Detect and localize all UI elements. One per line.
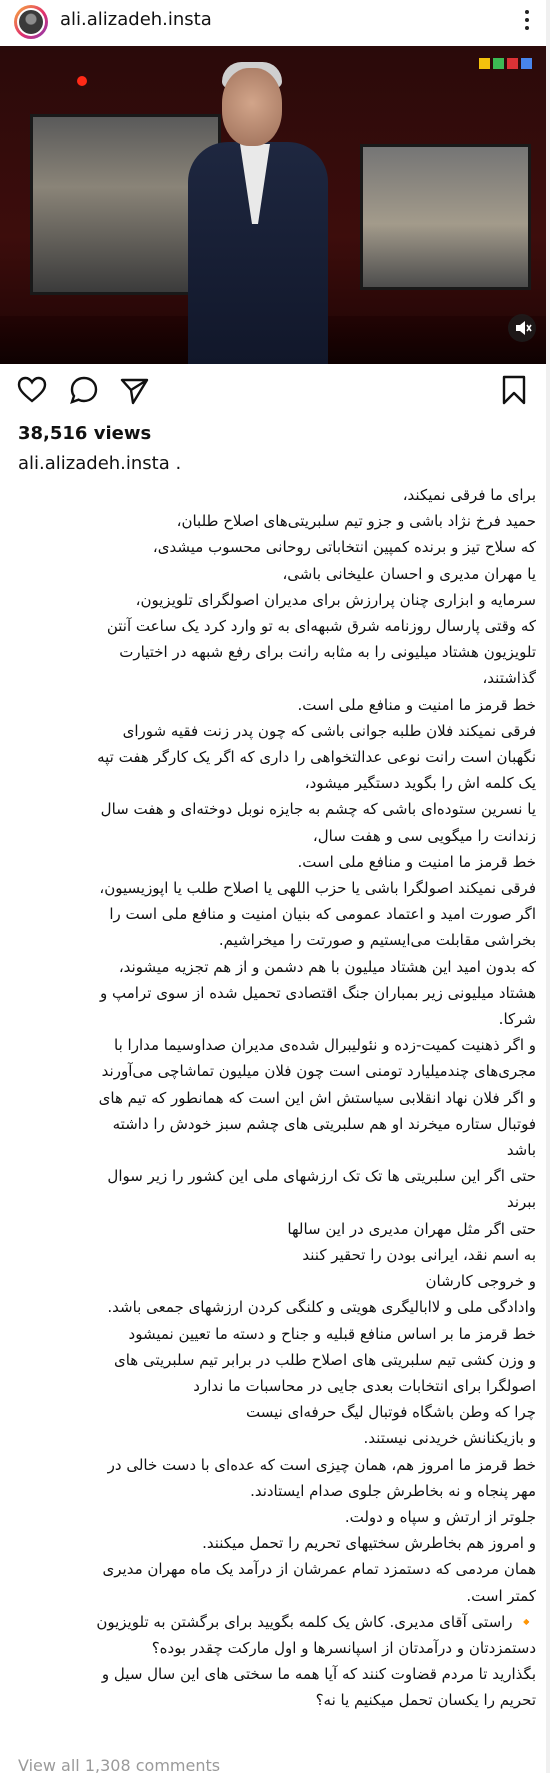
caption-line: که بدون امید این هشتاد میلیون با هم دشمن و از هم تجزیه میشوند، <box>118 957 536 976</box>
caption-line: و بازیکنانش خریدنی نیستند. <box>363 1429 536 1448</box>
caption-line: تلویزیون هشتاد میلیونی را به مثابه رانت برای رفع شبهه در اختیارت <box>119 643 536 662</box>
caption-line: همان مردمی که دستمزد تمام عمرشان از درآمد یک ماه مهران مدیری <box>102 1560 536 1579</box>
caption-line: مهر پنجاه و نه بخاطرش جلوی صدام ایستادند. <box>250 1481 536 1500</box>
caption-line: فرقی نمیکند اصولگرا باشی یا حزب اللهی یا اصلاح طلب یا اپوزیسیون، <box>99 879 536 898</box>
paper-plane-icon[interactable] <box>118 374 150 406</box>
caption-line: سرمایه و ابزاری چنان پرارزش برای مدیران اصولگرای تلویزیون، <box>135 590 536 609</box>
caption-line: و اگر ذهنیت کمیت-زده و نئولیبرال شده‌ی مدیران صداوسیما مدارا با <box>114 1036 536 1055</box>
caption-line: حتی اگر مثل مهران مدیری در این سالها <box>287 1219 536 1238</box>
caption-line: چرا که وطن باشگاه فوتبال لیگ حرفه‌ای نیست <box>246 1403 536 1422</box>
view-count[interactable]: 38,516 views <box>18 423 152 444</box>
caption-line: مجری‌های چندمیلیارد تومنی است چون فلان میلیون تماشاچی می‌آورند <box>101 1062 536 1081</box>
avatar[interactable] <box>14 5 48 39</box>
caption-line: و اگر فلان نهاد انقلابی سیاستش اش این است که همانطور که تیم های <box>98 1088 536 1107</box>
caption-line: یک کلمه اش را بگوید دستگیر میشود، <box>304 774 536 793</box>
caption-line: گذاشتند، <box>482 669 536 688</box>
caption-line: یا نسرین ستوده‌ای باشی که چشم به جایزه نوبل دوخته‌ای و هفت سال <box>100 800 536 819</box>
caption-line: جلوتر از ارتش و سپاه و دولت. <box>344 1507 536 1526</box>
caption-line: تحریم را یکسان تحمل میکنیم یا نه؟ <box>315 1691 536 1710</box>
post-header <box>0 0 550 47</box>
caption-line: وادادگی ملی و لاابالیگری هویتی و کلنگی کردن ارزشهای جمعی باشد. <box>107 1298 536 1317</box>
bookmark-outline-icon[interactable] <box>498 374 530 406</box>
action-bar <box>0 366 550 414</box>
caption-line: اصولگرا برای انتخابات بعدی جایی در محاسبات ما ندارد <box>193 1376 536 1395</box>
caption-line: که سلاح تیز و برنده کمپین انتخاباتی روحانی محسوب میشدی، <box>152 538 536 557</box>
background-artwork-right <box>360 144 531 290</box>
caption-line: دستمزدتان و درآمدتان از اسپانسرها و اول مارکت چقدر بوده؟ <box>151 1638 536 1657</box>
caption-username[interactable]: ali.alizadeh.insta . <box>18 453 182 474</box>
caption-line: که وقتی پارسال روزنامه شرق شبهه‌ای به تو وارد کرد یک ساعت آنتن <box>106 617 536 636</box>
presenter-head <box>222 68 282 146</box>
caption-line: برای ما فرقی نمیکند، <box>402 486 536 504</box>
comment-bubble-icon[interactable] <box>68 374 100 406</box>
caption-line: یا مهران مدیری و احسان علیخانی باشی، <box>282 564 536 583</box>
post-video[interactable] <box>0 46 550 364</box>
caption-line: و امروز هم بخاطرش سختیهای تحریم را تحمل میکنند. <box>202 1534 536 1553</box>
speaker-muted-icon[interactable] <box>508 314 536 342</box>
caption-line: حتی اگر این سلبریتی ها تک تک ارزشهای ملی این کشور را زیر سوال <box>107 1167 536 1186</box>
view-all-comments-link[interactable]: View all 1,308 comments <box>18 1756 221 1775</box>
caption-line: فرقی نمیکند فلان طلبه جوانی باشی که چون پدر زنت فقیه شورای <box>122 721 536 740</box>
caption-line: و وزن کشی تیم سلبریتی های اصلاح طلب در برابر تیم سلبریتی های <box>113 1350 536 1369</box>
caption-line: بگذارید تا مردم قضاوت کنند که آیا همه ما سختی های این سال سیل و <box>101 1665 536 1684</box>
header-username[interactable]: ali.alizadeh.insta <box>60 9 212 30</box>
caption-line: به اسم نقد، ایرانی بودن را تحقیر کنند <box>302 1245 536 1264</box>
caption-line: اگر صورت امید و اعتماد عمومی که بنیان امنیت و منافع ملی است را <box>109 905 536 924</box>
caption-line: کمتر است. <box>466 1586 536 1605</box>
caption-line: بخراشی مقابلت می‌ایستیم و صورتت را میخراشیم. <box>218 931 536 950</box>
scrollbar[interactable] <box>546 0 550 1773</box>
caption-line: ببرند <box>506 1193 536 1212</box>
caption-line: شرکا. <box>498 1010 536 1029</box>
caption-line: زندانت را میگویی سی و هفت سال، <box>312 826 536 845</box>
post-caption <box>14 482 536 1752</box>
caption-line: خط قرمز ما امروز هم، همان چیزی است که عده‌ای با دست خالی در <box>107 1455 536 1474</box>
caption-line: فوتبال ستاره میخرند او هم سلبریتی های چشم سبز خودش را داشته <box>112 1114 536 1133</box>
caption-line: خط قرمز ما امنیت و منافع ملی است. <box>297 852 536 871</box>
heart-outline-icon[interactable] <box>16 374 48 406</box>
profile-picture <box>19 10 43 34</box>
caption-line: باشد <box>506 1141 536 1160</box>
more-options-icon[interactable] <box>522 6 532 36</box>
red-light <box>77 76 87 86</box>
channel-logo <box>476 54 536 66</box>
caption-line: خط قرمز ما بر اساس منافع قبلیه و جناح و دسته ما تعیین نمیشود <box>128 1324 536 1343</box>
caption-line: خط قرمز ما امنیت و منافع ملی است. <box>297 695 536 714</box>
caption-line: 🔸 راستی آقای مدیری. کاش یک کلمه بگویید برای برگشتن به تلویزیون <box>96 1612 536 1631</box>
caption-line: نگهبان است رانت نوعی عدالتخواهی را داری که اگر یک کارگر هفت تپه <box>97 748 536 767</box>
caption-line: و خروجی کارشان <box>425 1272 536 1291</box>
caption-line: حمید فرخ نژاد باشی و جزو تیم سلبریتی‌های اصلاح طلبان، <box>176 512 536 531</box>
caption-line: هشتاد میلیونی زیر بمباران جنگ اقتصادی تحمیل شده از سوی ترامپ و <box>100 983 536 1002</box>
